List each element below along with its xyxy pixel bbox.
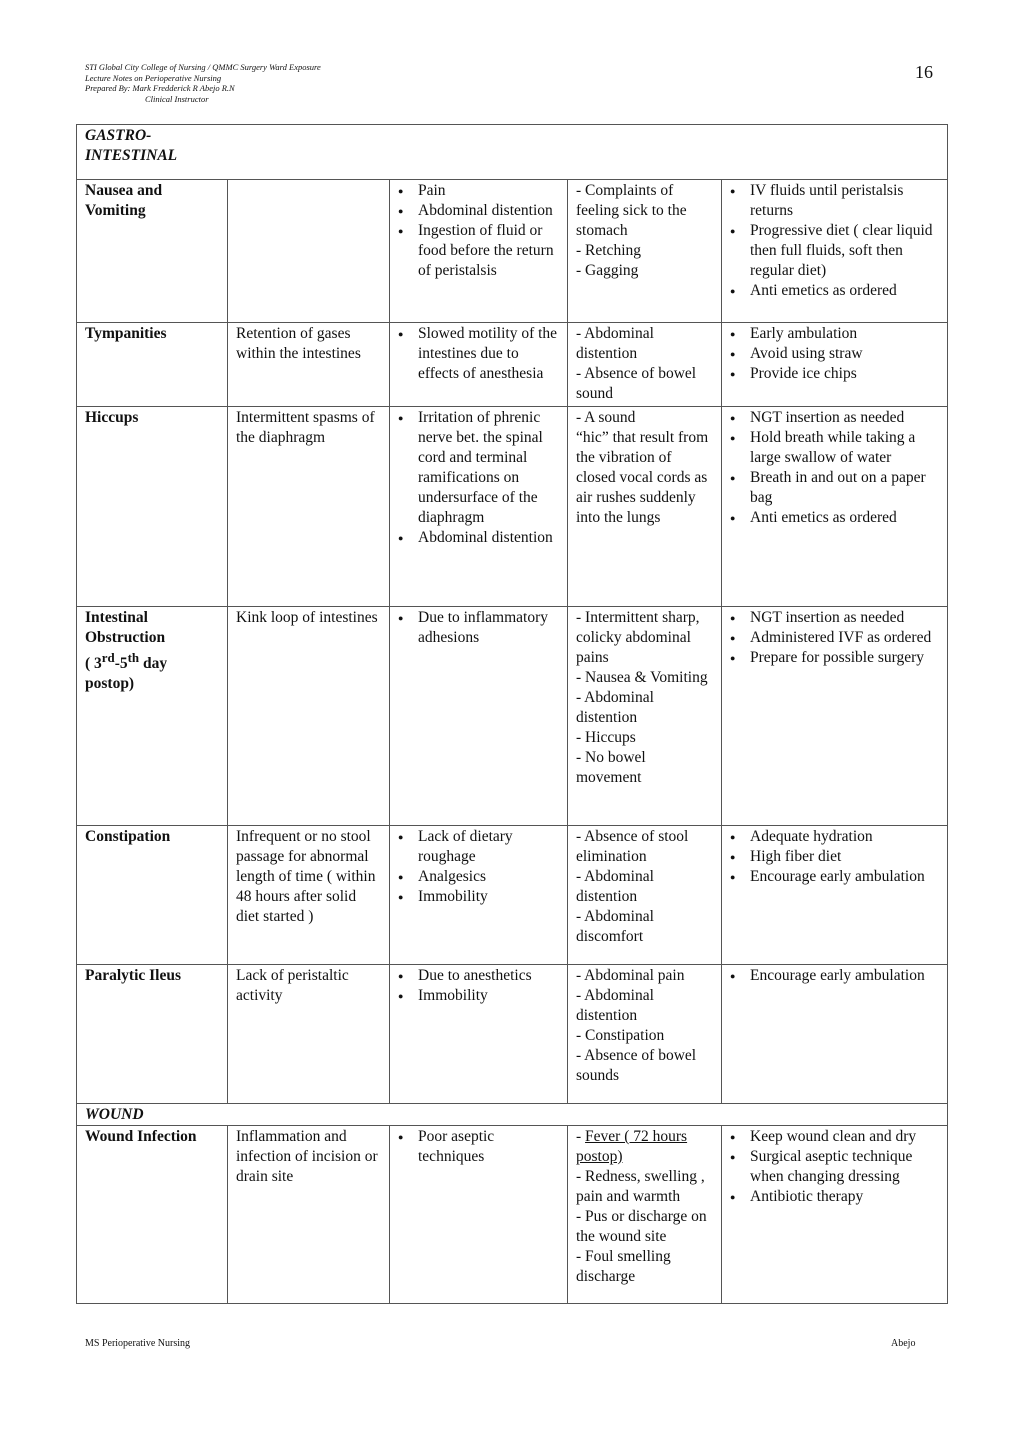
condition-cell: Intestinal Obstruction ( 3rd-5th day postop) [77, 607, 228, 826]
list-item: - Hiccups [576, 729, 636, 746]
list-item: ● NGT insertion as needed [730, 608, 939, 628]
table-row-nausea [77, 180, 948, 323]
list-item: ● High fiber diet [730, 847, 939, 867]
signs-cell [568, 407, 722, 607]
list-item: - Foul smelling discharge [576, 1248, 671, 1285]
list-item: ● Antibiotic therapy [730, 1187, 939, 1207]
complications-table [76, 124, 948, 1304]
list-item: ● IV fluids until peristalsis returns [730, 181, 939, 221]
list-item: ● Irritation of phrenic nerve bet. the spinal cord and terminal ramifications on undersurface of the diaphragm [398, 408, 559, 528]
page-number: 16 [915, 62, 933, 82]
signs-cell [568, 965, 722, 1104]
causes-cell [390, 407, 568, 607]
condition-cell: Paralytic Ileus [77, 965, 228, 1104]
header-line-3: Prepared By: Mark Fredderick R Abejo R.N [85, 83, 235, 93]
list-item: - Abdominal pain [576, 967, 685, 984]
section-row-wound [77, 1104, 948, 1126]
list-item: ● Anti emetics as ordered [730, 508, 939, 528]
signs-cell [568, 607, 722, 826]
list-item: - Retching [576, 242, 641, 259]
list-item: - Abdominal discomfort [576, 908, 654, 945]
interventions-cell [722, 607, 948, 826]
interventions-cell [722, 1126, 948, 1304]
list-item: - A sound [576, 409, 636, 426]
condition-cell: Constipation [77, 826, 228, 965]
list-item: ● Hold breath while taking a large swallow of water [730, 428, 939, 468]
list-item: ● Anti emetics as ordered [730, 281, 939, 301]
signs-cell [568, 826, 722, 965]
signs-cell [568, 1126, 722, 1304]
list-item: - Absence of bowel sound [576, 365, 697, 402]
list-item: ● Keep wound clean and dry [730, 1127, 939, 1147]
causes-cell [390, 1126, 568, 1304]
signs-cell [568, 323, 722, 407]
definition-cell: Lack of peristaltic activity [228, 965, 390, 1104]
header-line-4: Clinical Instructor [145, 93, 209, 104]
list-item: ● Due to anesthetics [398, 966, 559, 986]
interventions-cell [722, 407, 948, 607]
interventions-cell [722, 965, 948, 1104]
list-item: ● Adequate hydration [730, 827, 939, 847]
list-item: ● Encourage early ambulation [730, 867, 939, 887]
list-item: ● Abdominal distention [398, 201, 559, 221]
footer-left: MS Perioperative Nursing [85, 1338, 190, 1349]
table-row-tympanities [77, 323, 948, 407]
list-item: - Gagging [576, 262, 639, 279]
signs-cell [568, 180, 722, 323]
list-item: ● Abdominal distention [398, 528, 559, 548]
table-row-constipation [77, 826, 948, 965]
interventions-cell [722, 323, 948, 407]
condition-cell: Wound Infection [77, 1126, 228, 1304]
table-row-wound-infection [77, 1126, 948, 1304]
definition-cell: Retention of gases within the intestines [228, 323, 390, 407]
list-item: ● Pain [398, 181, 559, 201]
list-item: ● Due to inflammatory adhesions [398, 608, 559, 648]
list-item: ● Avoid using straw [730, 344, 939, 364]
list-item: ● Administered IVF as ordered [730, 628, 939, 648]
list-item: - Redness, swelling , pain and warmth [576, 1168, 705, 1205]
list-item: ● Encourage early ambulation [730, 966, 939, 986]
section-title-gastrointestinal: GASTRO- INTESTINAL [77, 125, 948, 180]
list-item: - Pus or discharge on the wound site [576, 1208, 707, 1245]
list-item: ● Ingestion of fluid or food before the return of peristalsis [398, 221, 559, 281]
list-item: ● Surgical aseptic technique when changing dressing [730, 1147, 939, 1187]
list-item: “hic” that result from the vibration of closed vocal cords as air rushes suddenly into the lungs [576, 429, 709, 526]
list-item: ● Poor aseptic techniques [398, 1127, 559, 1167]
list-item: - Complaints of feeling sick to the stomach [576, 182, 687, 239]
list-item: ● Immobility [398, 887, 559, 907]
list-item: ● Breath in and out on a paper bag [730, 468, 939, 508]
condition-cell: Hiccups [77, 407, 228, 607]
list-item: ● Lack of dietary roughage [398, 827, 559, 867]
list-item: - Abdominal distention [576, 987, 654, 1024]
list-item: ● Analgesics [398, 867, 559, 887]
header-line-2: Lecture Notes on Perioperative Nursing [85, 72, 222, 83]
header-line-1: STI Global City College of Nursing / QMMC Surgery Ward Exposure [85, 62, 321, 72]
list-item: - Abdominal distention [576, 689, 654, 726]
list-item: - Fever ( 72 hours postop) [576, 1128, 688, 1165]
list-item: - Abdominal distention [576, 325, 654, 362]
causes-cell [390, 826, 568, 965]
list-item: ● Prepare for possible surgery [730, 648, 939, 668]
list-item: ● NGT insertion as needed [730, 408, 939, 428]
causes-cell [390, 323, 568, 407]
list-item: - Constipation [576, 1027, 665, 1044]
list-item: ● Immobility [398, 986, 559, 1006]
document-header [85, 62, 321, 104]
definition-cell: Infrequent or no stool passage for abnormal length of time ( within 48 hours after solid diet started ) [228, 826, 390, 965]
list-item: - Nausea & Vomiting [576, 669, 708, 686]
definition-cell: Kink loop of intestines [228, 607, 390, 826]
list-item: - Abdominal distention [576, 868, 654, 905]
list-item: - Absence of stool elimination [576, 828, 689, 865]
list-item: - No bowel movement [576, 749, 646, 786]
table-row-hiccups [77, 407, 948, 607]
table-row-intestinal-obstruction [77, 607, 948, 826]
list-item: ● Early ambulation [730, 324, 939, 344]
interventions-cell [722, 180, 948, 323]
list-item: ● Slowed motility of the intestines due to effects of anesthesia [398, 324, 559, 384]
causes-cell [390, 965, 568, 1104]
definition-cell: Inflammation and infection of incision or drain site [228, 1126, 390, 1304]
condition-cell: Tympanities [77, 323, 228, 407]
list-item: ● Provide ice chips [730, 364, 939, 384]
causes-cell [390, 607, 568, 826]
list-item: - Absence of bowel sounds [576, 1047, 697, 1084]
definition-cell: Intermittent spasms of the diaphragm [228, 407, 390, 607]
list-item: ● Progressive diet ( clear liquid then full fluids, soft then regular diet) [730, 221, 939, 281]
list-item: - Intermittent sharp, colicky abdominal pains [576, 609, 700, 666]
condition-cell: Nausea and Vomiting [77, 180, 228, 323]
section-row-gastrointestinal [77, 125, 948, 180]
table-row-paralytic-ileus [77, 965, 948, 1104]
footer-right: Abejo [891, 1338, 916, 1349]
section-title-wound: WOUND [77, 1104, 948, 1126]
definition-cell [228, 180, 390, 323]
causes-cell [390, 180, 568, 323]
interventions-cell [722, 826, 948, 965]
